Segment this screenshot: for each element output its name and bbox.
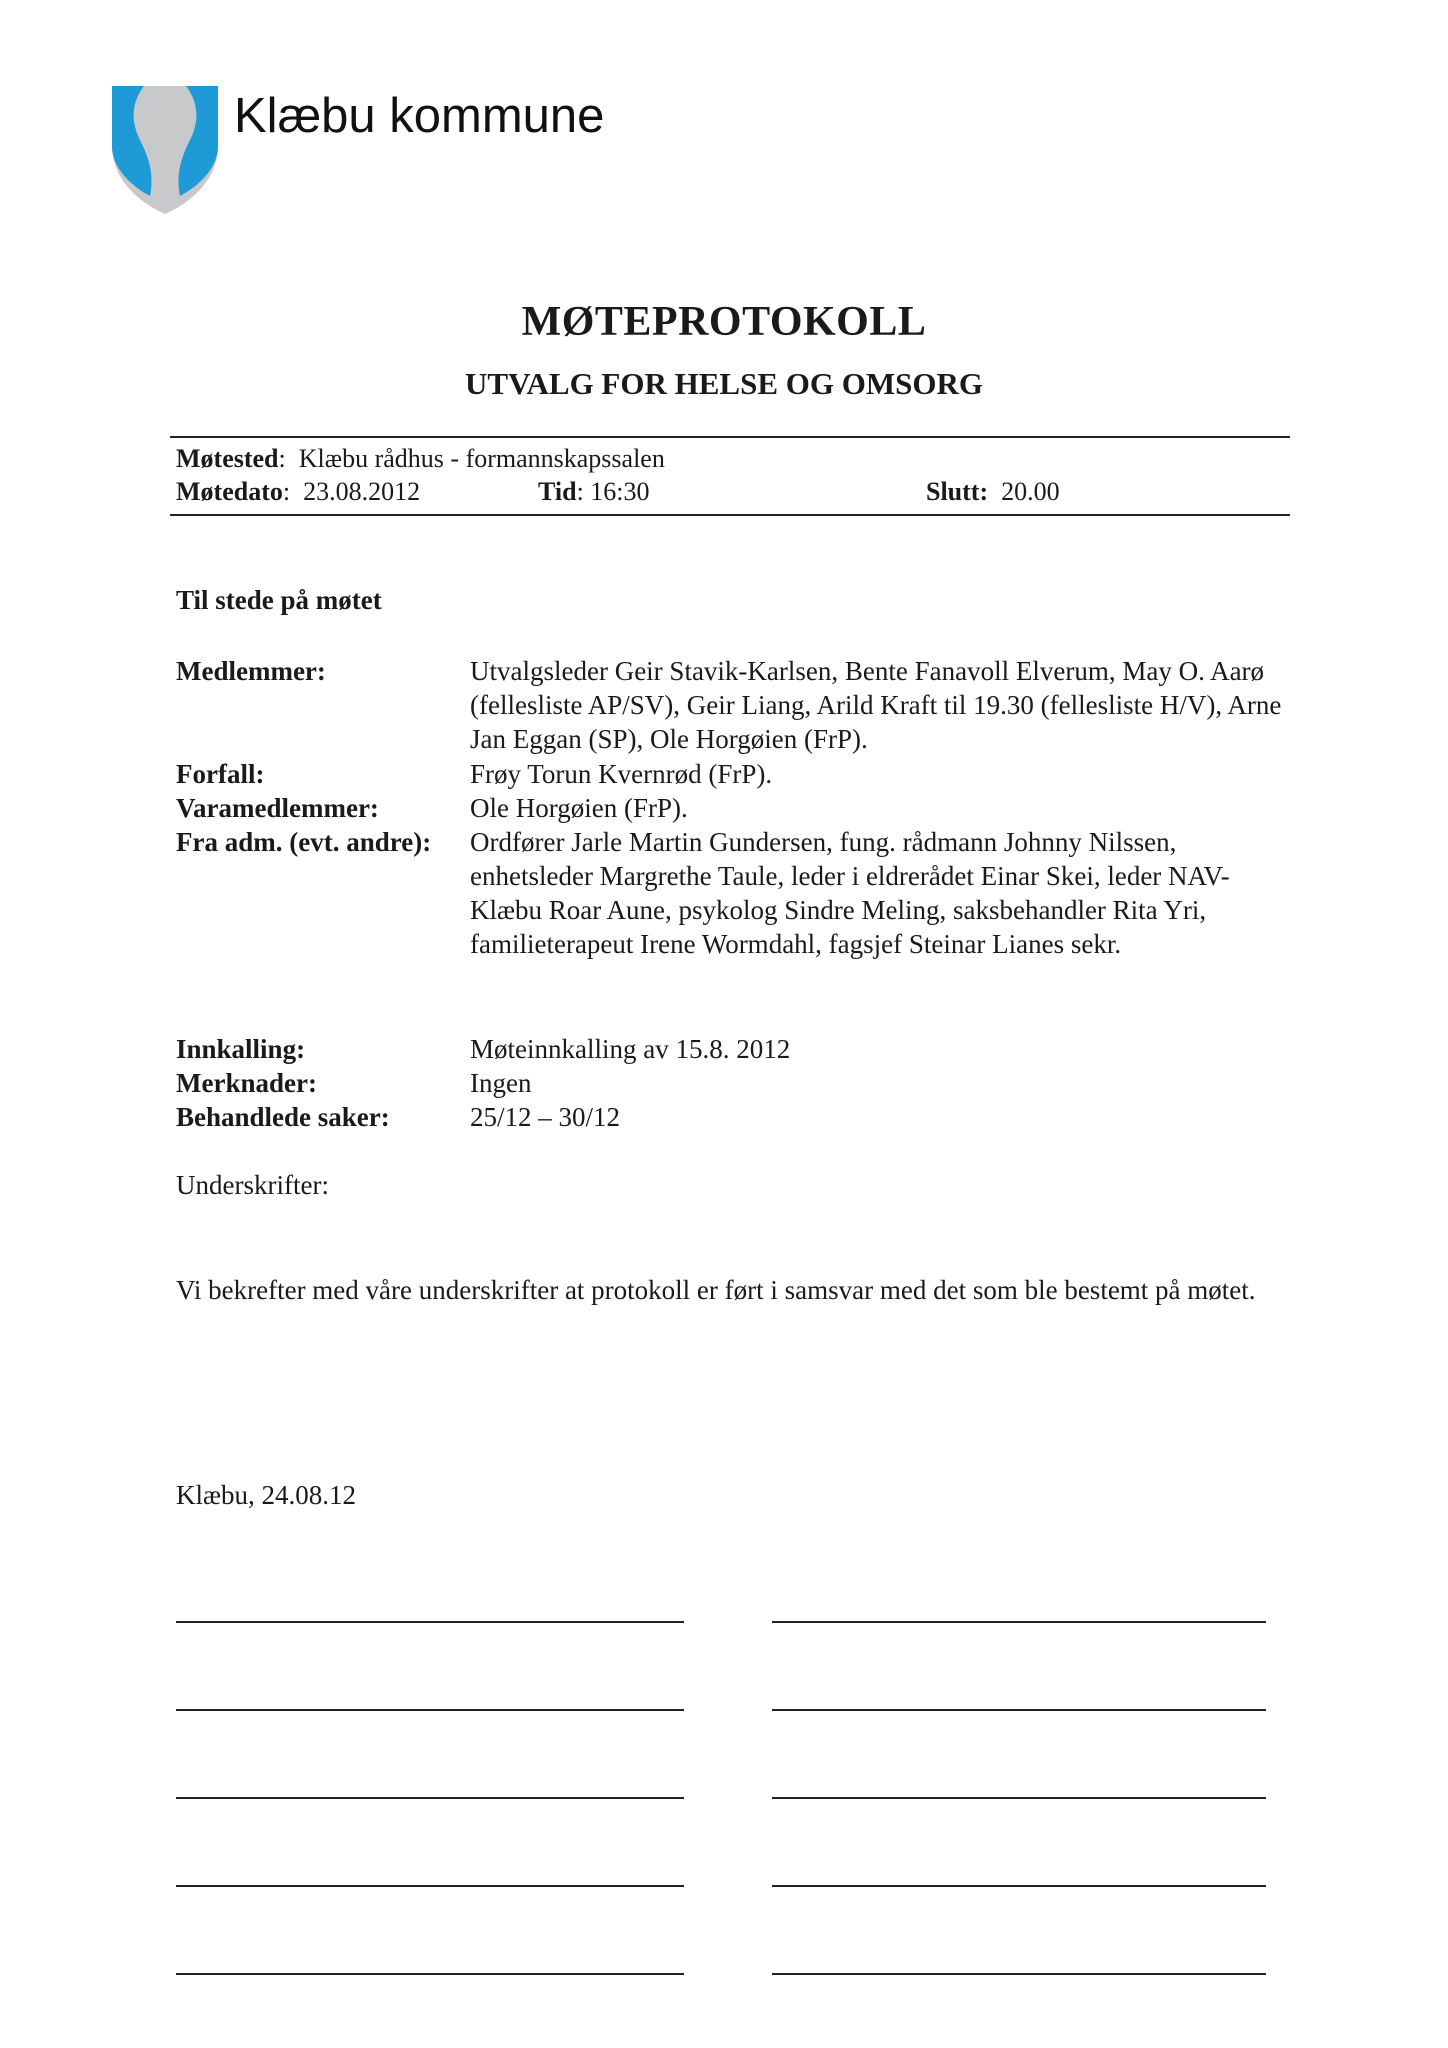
field-value: Ole Horgøien (FrP). — [470, 793, 688, 823]
field-label: Innkalling: — [176, 1034, 306, 1064]
signature-line — [772, 1973, 1266, 1975]
field-value: Frøy Torun Kvernrød (FrP). — [470, 759, 773, 789]
meeting-end-value: 20.00 — [1001, 477, 1060, 506]
meeting-end — [926, 475, 1060, 509]
signature-line — [176, 1709, 684, 1711]
meeting-time-label: Tid — [538, 477, 577, 506]
municipality-crest-icon — [110, 84, 220, 214]
field-value: Møteinnkalling av 15.8. 2012 — [470, 1034, 791, 1064]
attendance-heading: Til stede på møtet — [176, 585, 382, 615]
signature-line — [176, 1885, 684, 1887]
field-label: Merknader: — [176, 1068, 317, 1098]
meeting-end-label: Slutt: — [926, 477, 989, 506]
meeting-time: Tid: 16:30 — [538, 477, 650, 506]
meeting-place-label: Møtested — [176, 444, 279, 473]
field-label: Fra adm. (evt. andre): — [176, 827, 432, 857]
field-label: Behandlede saker: — [176, 1102, 390, 1132]
confirmation-text: Vi bekrefter med våre underskrifter at protokoll er ført i samsvar med det som ble bestemt på møtet. — [176, 1275, 1256, 1305]
meeting-place: Klæbu rådhus - formannskapssalen — [298, 444, 665, 473]
signature-line — [176, 1621, 684, 1623]
signature-line — [772, 1797, 1266, 1799]
field-value: Ingen — [470, 1068, 532, 1098]
field-value: 25/12 – 30/12 — [470, 1102, 621, 1132]
committee-name: UTVALG FOR HELSE OG OMSORG — [465, 366, 983, 401]
meeting-date-label: Møtedato — [176, 477, 283, 506]
field-value: Utvalgsleder Geir Stavik-Karlsen, Bente Fanavoll Elverum, May O. Aarø (fellesliste AP/SV), Geir Liang, Arild Kraft til 19.30 (fellesliste H/V), Arne Jan Eggan (SP), Ole Horgøien (FrP). — [470, 656, 1282, 754]
meeting-date: 23.08.2012 — [303, 477, 421, 506]
signature-line — [772, 1885, 1266, 1887]
meeting-date-row: Møtedato: 23.08.2012 Tid: 16:30 Slutt: 20.00 — [176, 475, 1286, 509]
signature-line — [176, 1973, 684, 1975]
place-and-date: Klæbu, 24.08.12 — [176, 1480, 357, 1510]
field-label: Medlemmer: — [176, 656, 326, 686]
signature-line — [772, 1621, 1266, 1623]
municipality-name: Klæbu kommune — [234, 89, 605, 143]
signatures-label: Underskrifter: — [176, 1170, 329, 1200]
meeting-place-row: Møtested: Klæbu rådhus - formannskapssalen — [176, 444, 665, 473]
meeting-time-value: 16:30 — [590, 477, 650, 506]
signature-line — [176, 1797, 684, 1799]
field-value: Ordfører Jarle Martin Gundersen, fung. rådmann Johnny Nilssen, enhetsleder Margrethe Taule, leder i eldrerådet Einar Skei, leder NAV-Klæbu Roar Aune, psykolog Sindre Meling, saksbehandler Rita Yri, familieterapeut Irene Wormdahl, fagsjef Steinar Lianes sekr. — [470, 827, 1230, 959]
field-label: Forfall: — [176, 759, 265, 789]
field-label: Varamedlemmer: — [176, 793, 379, 823]
meeting-details — [170, 436, 1290, 516]
signature-line — [772, 1709, 1266, 1711]
document-title: MØTEPROTOKOLL — [521, 299, 927, 345]
